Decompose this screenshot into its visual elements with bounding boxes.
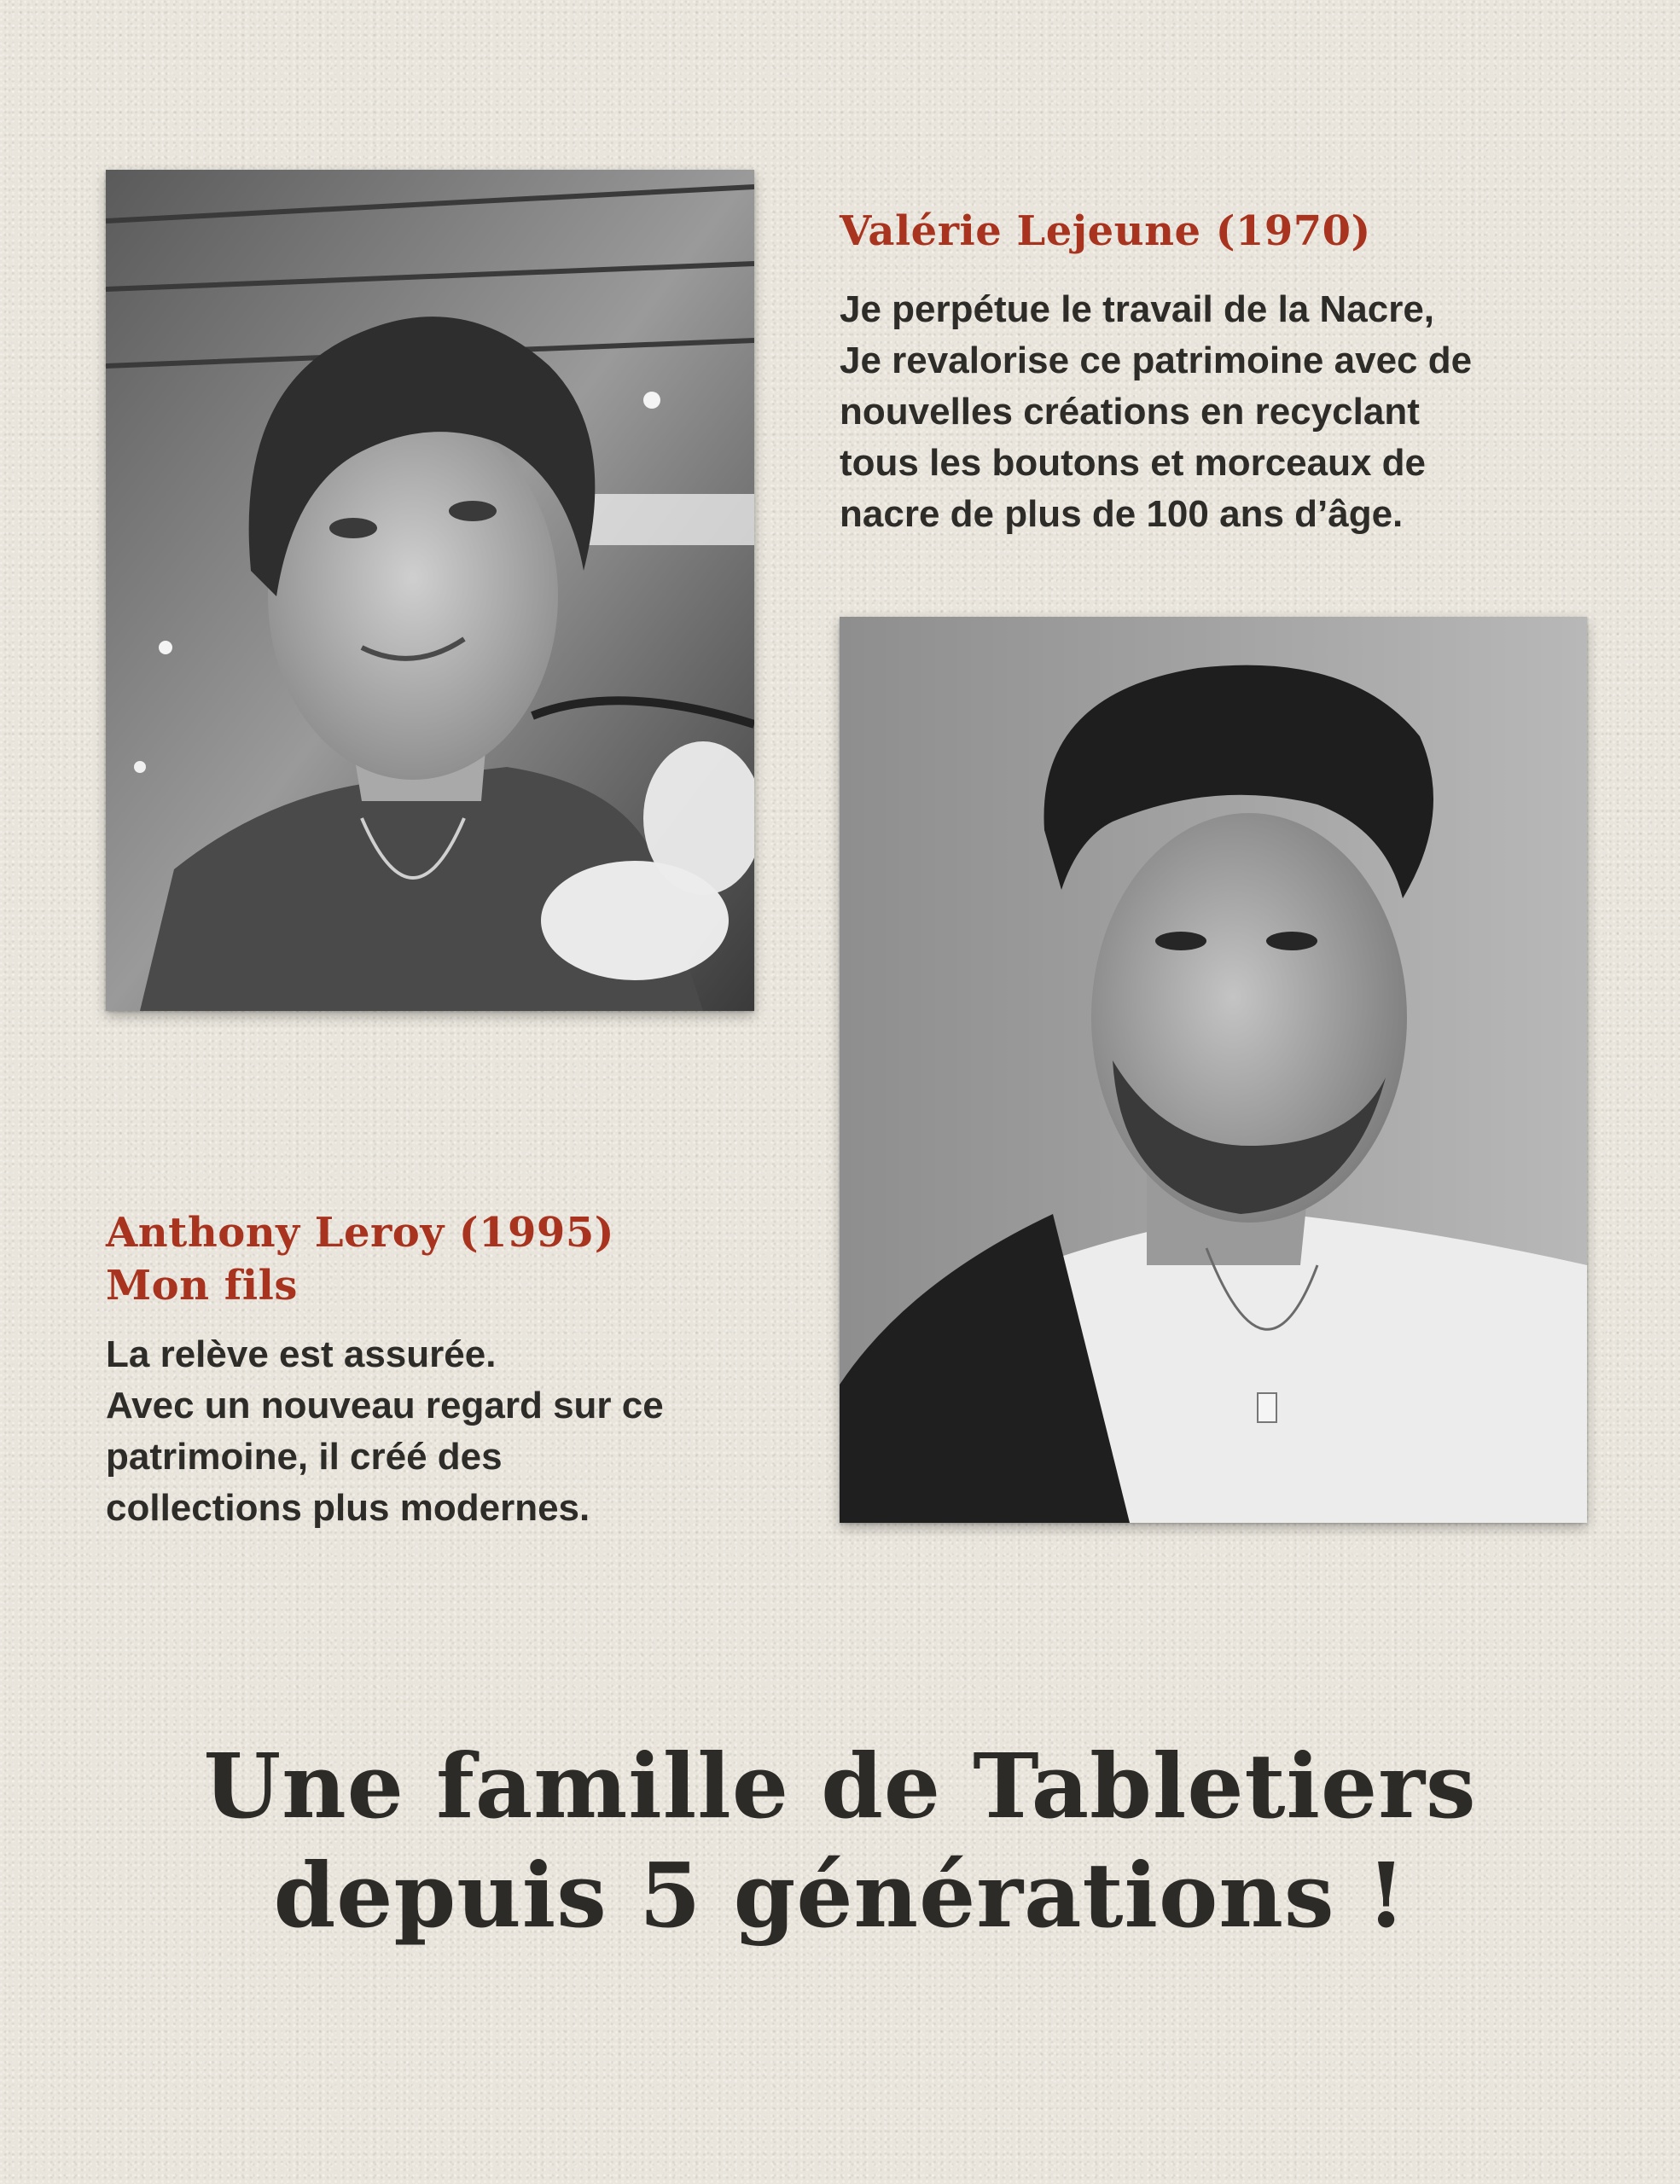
headline-line-1: Une famille de Tabletiers xyxy=(203,1734,1477,1838)
anthony-name-heading xyxy=(106,1206,614,1312)
valerie-bio-line: nouvelles créations en recyclant xyxy=(840,391,1420,433)
page-headline xyxy=(0,1732,1680,1950)
valerie-bio-line: Je perpétue le travail de la Nacre, xyxy=(840,288,1435,330)
valerie-bio-line: Je revalorise ce patrimoine avec de xyxy=(840,340,1473,381)
anthony-bio-line: La relève est assurée. xyxy=(106,1333,497,1375)
valerie-name-heading: Valérie Lejeune (1970) xyxy=(840,207,1371,255)
anthony-name: Anthony Leroy (1995) xyxy=(106,1209,614,1257)
valerie-portrait-photo xyxy=(106,170,754,1011)
anthony-bio xyxy=(106,1329,664,1534)
anthony-portrait-photo xyxy=(840,617,1587,1523)
anthony-bio-line: Avec un nouveau regard sur ce xyxy=(106,1385,664,1426)
anthony-bio-line: patrimoine, il créé des xyxy=(106,1436,503,1478)
valerie-bio xyxy=(840,284,1472,540)
valerie-bio-line: nacre de plus de 100 ans d’âge. xyxy=(840,493,1404,535)
valerie-bio-line: tous les boutons et morceaux de xyxy=(840,442,1427,484)
anthony-bio-line: collections plus modernes. xyxy=(106,1487,590,1529)
anthony-relation: Mon fils xyxy=(106,1262,298,1310)
headline-line-2: depuis 5 générations ! xyxy=(273,1843,1407,1948)
